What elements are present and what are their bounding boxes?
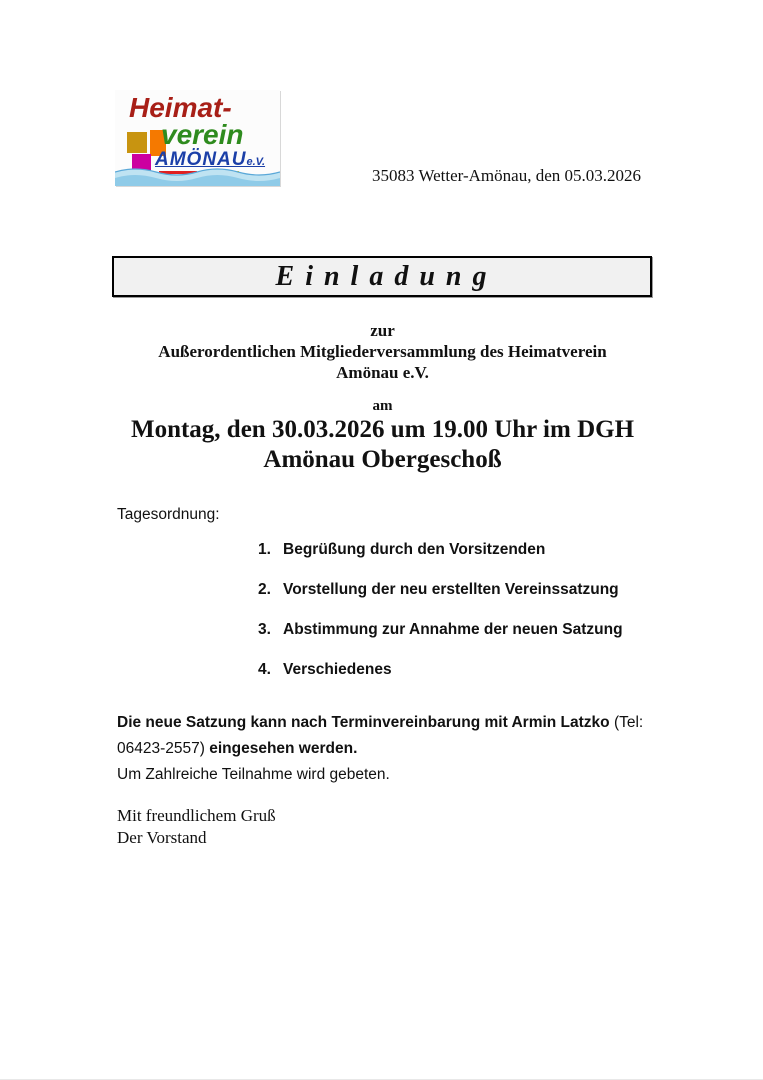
satzung-note <box>117 710 665 762</box>
agenda-item <box>258 621 623 639</box>
intro-block <box>60 320 705 383</box>
agenda-item <box>258 661 623 679</box>
intro-line-zur: zur <box>370 321 395 340</box>
logo-gold-bar <box>127 132 147 153</box>
agenda-item-label: Vorstellung der neu erstellten Vereinssatzung <box>283 581 619 598</box>
agenda-item-number: 2. <box>258 581 271 598</box>
document-title: E i n l a d u n g <box>275 260 489 292</box>
meeting-prefix-am: am <box>372 398 393 414</box>
agenda-item-number: 4. <box>258 661 271 678</box>
meeting-venue-line: Amönau Obergeschoß <box>263 446 502 473</box>
agenda-item-label: Verschiedenes <box>283 661 392 678</box>
logo-text-verein: verein <box>161 119 244 150</box>
title-box <box>112 256 652 297</box>
logo-water-wave-icon <box>115 164 280 186</box>
agenda-list <box>258 541 623 701</box>
closing-signature: Der Vorstand <box>117 828 207 847</box>
intro-line-versammlung: Außerordentlichen Mitgliederversammlung des Heimatverein <box>158 342 607 361</box>
place-date-line: 35083 Wetter-Amönau, den 05.03.2026 <box>372 166 641 185</box>
logo-text-heimat: Heimat- <box>129 92 232 123</box>
satzung-note-regular: (Tel: 06423-2557) <box>117 714 644 757</box>
meeting-date-line: Montag, den 30.03.2026 um 19.00 Uhr im DGH <box>130 416 635 443</box>
agenda-item-number: 3. <box>258 621 271 638</box>
club-logo <box>115 90 280 186</box>
agenda-item <box>258 581 623 599</box>
agenda-item <box>258 541 623 559</box>
intro-line-verein-name: Amönau e.V. <box>336 363 429 382</box>
attendance-note: Um Zahlreiche Teilnahme wird gebeten. <box>117 766 390 783</box>
agenda-item-label: Abstimmung zur Annahme der neuen Satzung <box>283 621 623 638</box>
agenda-heading: Tagesordnung: <box>117 506 220 523</box>
satzung-note-bold-1: Die neue Satzung kann nach Terminvereinbarung mit Armin Latzko <box>117 714 610 731</box>
agenda-item-number: 1. <box>258 541 271 558</box>
logo-text-ev: e.V. <box>246 156 266 168</box>
closing-greeting: Mit freundlichem Gruß <box>117 806 276 825</box>
agenda-item-label: Begrüßung durch den Vorsitzenden <box>283 541 546 558</box>
satzung-note-bold-2: eingesehen werden. <box>209 740 358 757</box>
logo-text-amoenau-word: AMÖNAU <box>155 149 247 170</box>
meeting-datetime-block <box>60 397 705 475</box>
closing-block <box>117 805 276 849</box>
